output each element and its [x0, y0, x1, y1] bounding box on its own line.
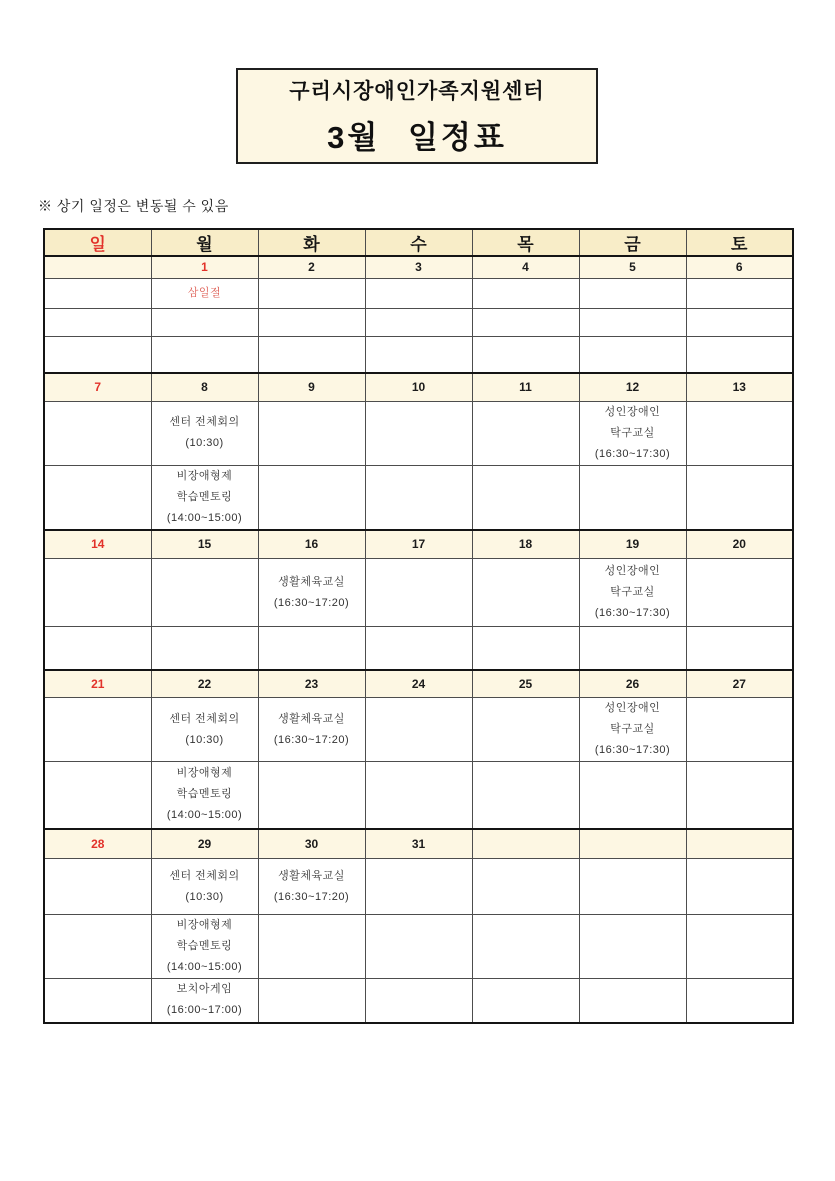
event-text-line: 성인장애인 — [604, 702, 661, 714]
date-cell-3: 3 — [365, 256, 472, 278]
date-cell-18: 18 — [472, 530, 579, 559]
empty-cell — [579, 979, 686, 1023]
date-cell-19: 19 — [579, 530, 686, 559]
day-header-thu: 목 — [472, 229, 579, 256]
empty-cell — [365, 915, 472, 979]
date-cell-9: 9 — [258, 373, 365, 401]
empty-cell — [151, 308, 258, 336]
date-cell-6: 6 — [686, 256, 793, 278]
event-cell — [579, 401, 686, 465]
empty-cell — [44, 401, 151, 465]
empty-cell — [44, 559, 151, 627]
date-cell-2: 2 — [258, 256, 365, 278]
empty-cell — [44, 859, 151, 915]
org-name: 구리시장애인가족지원센터 — [289, 80, 545, 103]
event-row-week-5-3 — [44, 979, 793, 1023]
empty-cell — [258, 762, 365, 829]
day-header-row — [44, 229, 793, 256]
event-row-week-3-2 — [44, 627, 793, 670]
event-text-line: 비장애형제 — [176, 919, 233, 931]
date-cell-empty — [686, 829, 793, 859]
event-text-line: (14:00~15:00) — [166, 961, 243, 973]
date-cell-11: 11 — [472, 373, 579, 401]
day-header-wed: 수 — [365, 229, 472, 256]
event-text-line: (14:00~15:00) — [166, 809, 243, 822]
empty-cell — [579, 465, 686, 530]
empty-cell — [151, 336, 258, 373]
event-text-line: (10:30) — [185, 437, 224, 449]
date-cell-31: 31 — [365, 829, 472, 859]
empty-cell — [44, 698, 151, 762]
event-text-line: 탁구교실 — [610, 723, 655, 735]
date-cell-16: 16 — [258, 530, 365, 559]
event-text-line: (16:30~17:20) — [273, 890, 350, 903]
date-cell-20: 20 — [686, 530, 793, 559]
empty-cell — [472, 698, 579, 762]
empty-cell — [472, 278, 579, 308]
date-cell-22: 22 — [151, 670, 258, 698]
empty-cell — [258, 465, 365, 530]
empty-cell — [472, 465, 579, 530]
date-cell-26: 26 — [579, 670, 686, 698]
event-cell — [258, 859, 365, 915]
day-header-tue: 화 — [258, 229, 365, 256]
date-cell-5: 5 — [579, 256, 686, 278]
date-cell-7: 7 — [44, 373, 151, 401]
event-text-line: 센터 전체회의 — [169, 712, 240, 725]
day-header-sun: 일 — [44, 229, 151, 256]
empty-cell — [44, 979, 151, 1023]
empty-cell — [686, 859, 793, 915]
date-cell-empty — [472, 829, 579, 859]
empty-cell — [365, 401, 472, 465]
event-text-line: (16:30~17:30) — [594, 447, 671, 460]
empty-cell — [472, 308, 579, 336]
empty-cell — [472, 401, 579, 465]
day-header-mon: 월 — [151, 229, 258, 256]
event-row-week-1-2 — [44, 308, 793, 336]
date-cell-4: 4 — [472, 256, 579, 278]
empty-cell — [258, 915, 365, 979]
empty-cell — [365, 278, 472, 308]
empty-cell — [44, 336, 151, 373]
empty-cell — [258, 278, 365, 308]
empty-cell — [258, 336, 365, 373]
event-text-line: (16:30~17:30) — [594, 744, 671, 756]
date-cell-empty — [44, 256, 151, 278]
date-cell-25: 25 — [472, 670, 579, 698]
date-cell-10: 10 — [365, 373, 472, 401]
event-cell — [151, 278, 258, 308]
event-row-week-3-1 — [44, 559, 793, 627]
event-cell — [151, 979, 258, 1023]
calendar-body — [44, 256, 793, 1023]
date-cell-1: 1 — [151, 256, 258, 278]
event-cell — [151, 859, 258, 915]
date-cell-15: 15 — [151, 530, 258, 559]
event-cell — [151, 465, 258, 530]
date-cell-17: 17 — [365, 530, 472, 559]
event-text-line: 삼일절 — [187, 286, 222, 299]
event-cell — [258, 559, 365, 627]
empty-cell — [686, 979, 793, 1023]
event-text-line: 학습멘토링 — [176, 940, 233, 952]
event-text-line: 성인장애인 — [604, 405, 661, 418]
empty-cell — [472, 859, 579, 915]
date-row-week-4 — [44, 670, 793, 698]
date-row-week-2 — [44, 373, 793, 401]
empty-cell — [365, 698, 472, 762]
event-text-line: 학습멘토링 — [176, 490, 233, 503]
date-cell-8: 8 — [151, 373, 258, 401]
empty-cell — [579, 762, 686, 829]
event-cell — [151, 915, 258, 979]
event-text-line: 비장애형제 — [176, 767, 233, 780]
event-row-week-5-2 — [44, 915, 793, 979]
empty-cell — [151, 627, 258, 670]
event-cell — [151, 401, 258, 465]
event-text-line: (16:30~17:30) — [594, 607, 671, 619]
event-row-week-2-2 — [44, 465, 793, 530]
calendar-table — [43, 228, 794, 1024]
event-text-line: 센터 전체회의 — [169, 416, 240, 428]
empty-cell — [686, 465, 793, 530]
empty-cell — [44, 308, 151, 336]
date-row-week-3 — [44, 530, 793, 559]
empty-cell — [365, 979, 472, 1023]
event-row-week-1-1 — [44, 278, 793, 308]
date-cell-13: 13 — [686, 373, 793, 401]
date-row-week-1 — [44, 256, 793, 278]
empty-cell — [472, 336, 579, 373]
empty-cell — [151, 559, 258, 627]
event-text-line: (16:30~17:20) — [273, 733, 350, 746]
event-text-line: 센터 전체회의 — [169, 869, 240, 882]
empty-cell — [472, 762, 579, 829]
empty-cell — [686, 915, 793, 979]
empty-cell — [365, 336, 472, 373]
calendar-head — [44, 229, 793, 256]
empty-cell — [44, 278, 151, 308]
event-row-week-1-3 — [44, 336, 793, 373]
date-cell-23: 23 — [258, 670, 365, 698]
event-text-line: 생활체육교실 — [278, 869, 345, 882]
empty-cell — [258, 308, 365, 336]
event-text-line: (14:00~15:00) — [166, 511, 243, 524]
empty-cell — [579, 278, 686, 308]
event-text-line: (10:30) — [185, 733, 224, 746]
empty-cell — [365, 308, 472, 336]
empty-cell — [686, 698, 793, 762]
empty-cell — [686, 401, 793, 465]
date-cell-29: 29 — [151, 829, 258, 859]
empty-cell — [686, 627, 793, 670]
event-text-line: 학습멘토링 — [176, 788, 233, 801]
empty-cell — [258, 627, 365, 670]
calendar-container — [43, 228, 794, 1024]
title-box — [236, 68, 598, 164]
empty-cell — [365, 559, 472, 627]
event-text-line: (10:30) — [185, 890, 224, 903]
event-row-week-4-1 — [44, 698, 793, 762]
empty-cell — [472, 915, 579, 979]
empty-cell — [44, 915, 151, 979]
date-row-week-5 — [44, 829, 793, 859]
date-cell-24: 24 — [365, 670, 472, 698]
empty-cell — [686, 308, 793, 336]
day-header-fri: 금 — [579, 229, 686, 256]
calendar-title: 3월 일정표 — [327, 120, 507, 155]
event-row-week-5-1 — [44, 859, 793, 915]
schedule-note: ※ 상기 일정은 변동될 수 있음 — [38, 198, 229, 214]
date-cell-30: 30 — [258, 829, 365, 859]
event-text-line: 생활체육교실 — [278, 575, 345, 588]
empty-cell — [44, 627, 151, 670]
event-text-line: 성인장애인 — [604, 565, 661, 577]
empty-cell — [472, 627, 579, 670]
empty-cell — [579, 627, 686, 670]
event-cell — [151, 698, 258, 762]
empty-cell — [44, 465, 151, 530]
event-row-week-2-1 — [44, 401, 793, 465]
empty-cell — [686, 336, 793, 373]
empty-cell — [365, 465, 472, 530]
empty-cell — [472, 979, 579, 1023]
empty-cell — [579, 915, 686, 979]
empty-cell — [258, 401, 365, 465]
date-cell-empty — [579, 829, 686, 859]
empty-cell — [579, 859, 686, 915]
event-text-line: 비장애형제 — [176, 469, 233, 482]
empty-cell — [258, 979, 365, 1023]
empty-cell — [686, 278, 793, 308]
date-cell-28: 28 — [44, 829, 151, 859]
event-cell — [258, 698, 365, 762]
empty-cell — [365, 627, 472, 670]
event-text-line: 보치아게임 — [176, 983, 233, 996]
event-text-line: (16:30~17:20) — [273, 596, 350, 609]
empty-cell — [365, 859, 472, 915]
empty-cell — [44, 762, 151, 829]
date-cell-14: 14 — [44, 530, 151, 559]
event-text-line: (16:00~17:00) — [166, 1004, 243, 1017]
event-row-week-4-2 — [44, 762, 793, 829]
empty-cell — [686, 762, 793, 829]
date-cell-21: 21 — [44, 670, 151, 698]
empty-cell — [686, 559, 793, 627]
date-cell-12: 12 — [579, 373, 686, 401]
empty-cell — [365, 762, 472, 829]
empty-cell — [579, 336, 686, 373]
event-text-line: 탁구교실 — [610, 426, 655, 439]
event-cell — [151, 762, 258, 829]
empty-cell — [579, 308, 686, 336]
event-cell — [579, 559, 686, 627]
event-text-line: 생활체육교실 — [278, 712, 345, 725]
empty-cell — [472, 559, 579, 627]
event-cell — [579, 698, 686, 762]
event-text-line: 탁구교실 — [610, 586, 655, 598]
day-header-sat: 토 — [686, 229, 793, 256]
date-cell-27: 27 — [686, 670, 793, 698]
